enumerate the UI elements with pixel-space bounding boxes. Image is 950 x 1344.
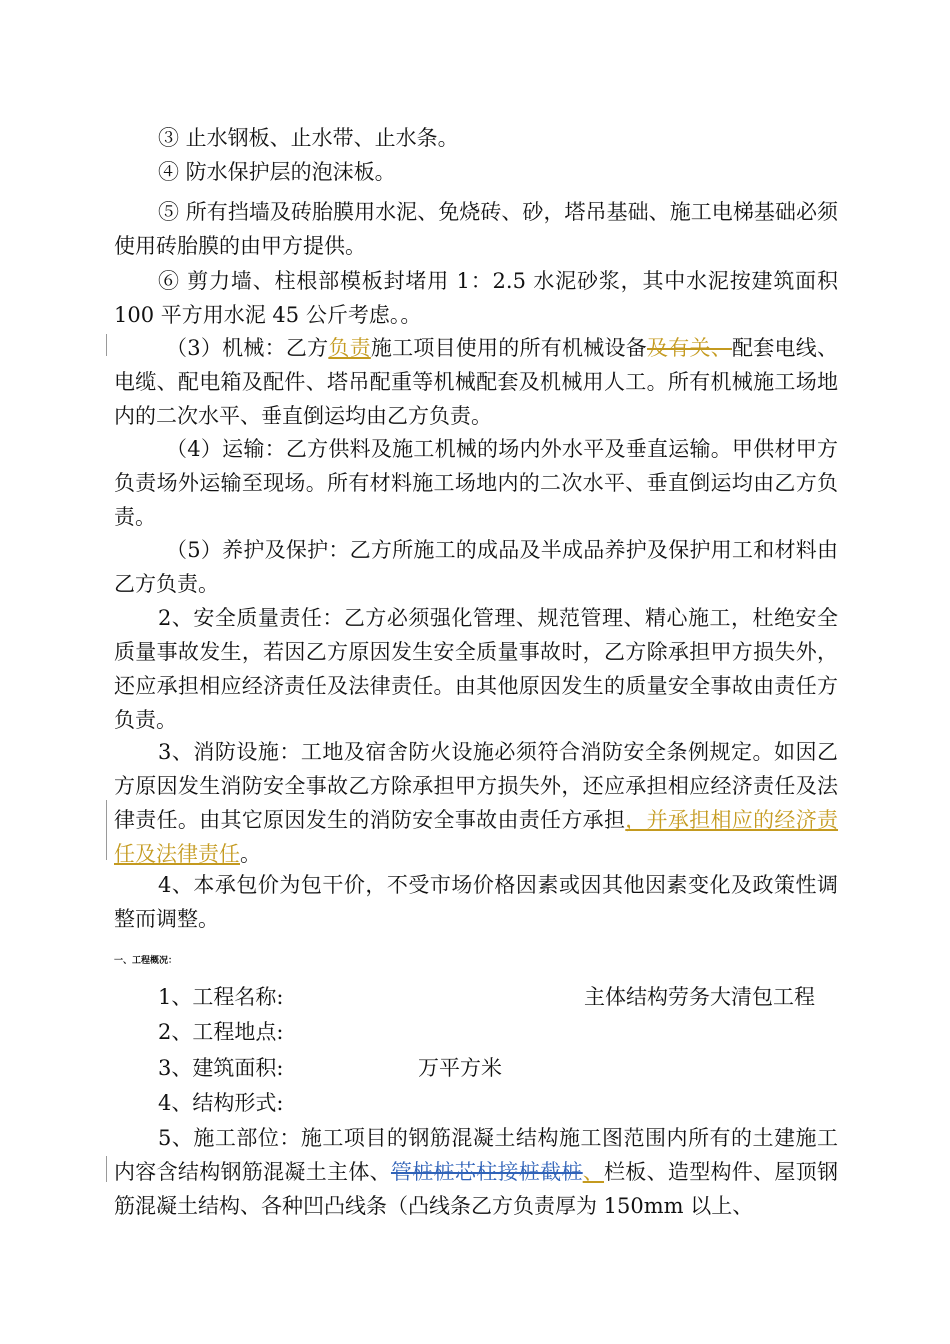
paragraph-text: 2、安全质量责任：乙方必须强化管理、规范管理、精心施工，杜绝安全质量事故发生，若因乙方原因发生安全质量事故时，乙方除承担甲方损失外，还应承担相应经济责任及法律责任。由其他原因发生的质量安全事故由责任方负责。 [114, 606, 838, 732]
paragraph-safety-quality [114, 601, 838, 737]
change-bar [106, 1156, 107, 1182]
paragraph-retaining-wall [114, 195, 838, 263]
paragraph-protection [114, 533, 838, 601]
paragraph-text: 4、本承包价为包干价，不受市场价格因素或因其他因素变化及政策性调整而调整。 [114, 873, 838, 931]
deleted-text[interactable]: 管桩桩芯柱接桩截桩 [390, 1160, 583, 1184]
paragraph-text: ⑥ 剪力墙、柱根部模板封堵用 1：2.5 水泥砂浆，其中水泥按建筑面积 100 平方用水泥 45 公斤考虑。。 [114, 269, 838, 327]
paragraph-text: （5）养护及保护：乙方所施工的成品及半成品养护及保护用工和材料由乙方负责。 [114, 538, 838, 596]
paragraph-foam-board [114, 155, 838, 189]
paragraph-text: 3、消防设施：工地及宿舍防火设施必须符合消防安全条例规定。如因乙方原因发生消防安全事故乙方除承担甲方损失外，还应承担相应经济责任及法律责任。由其它原因发生的消防安全事故由责任方承担 [114, 740, 838, 832]
paragraph-formwork-sealing [114, 264, 838, 332]
change-bar [106, 800, 107, 860]
overview-structure-label: 4、结构形式: [158, 1091, 284, 1115]
overview-name-value: 主体结构劳务大清包工程 [584, 985, 815, 1009]
paragraph-construction-scope [114, 1121, 838, 1223]
paragraph-machinery [114, 331, 838, 433]
paragraph-text: 5、施工部位：施工项目的钢筋混凝土结构施工图范围内所有的土建施工内容含结构钢筋混凝土主体、 [114, 1126, 838, 1184]
paragraph-text: 栏板、造型构件、屋顶钢筋混凝土结构、各种凹凸线条（凸线条乙方负责厚为 150mm 以上、 [114, 1160, 839, 1218]
overview-location-label: 2、工程地点: [158, 1020, 284, 1044]
deleted-text[interactable]: 及有关、 [647, 336, 733, 360]
paragraph-transport [114, 432, 838, 534]
overview-area-value: 万平方米 [418, 1056, 502, 1080]
change-bar [106, 334, 107, 356]
section-heading: 一、工程概况： [114, 956, 178, 966]
paragraph-text: 配套电线、电缆、配电箱及配件、塔吊配重等机械配套及机械用人工。所有机械施工场地内的二次水平、垂直倒运均由乙方负责。 [114, 336, 838, 428]
inserted-text[interactable]: 负责 [328, 336, 371, 360]
paragraph-text: （3）机械：乙方 [166, 336, 329, 360]
paragraph-text: 。 [240, 842, 261, 866]
paragraph-text: ③ 止水钢板、止水带、止水条。 [158, 126, 459, 150]
inserted-text[interactable]: ，并承担相应的经济责任及法律责任 [114, 808, 839, 866]
paragraph-fire-safety [114, 735, 838, 871]
overview-name-label: 1、工程名称: [158, 985, 284, 1009]
paragraph-text: （4）运输：乙方供料及施工机械的场内外水平及垂直运输。甲供材甲方负责场外运输至现场。所有材料施工场地内的二次水平、垂直倒运均由乙方负责。 [114, 437, 838, 529]
paragraph-text: ⑤ 所有挡墙及砖胎膜用水泥、免烧砖、砂，塔吊基础、施工电梯基础必须使用砖胎膜的由甲方提供。 [114, 200, 838, 258]
overview-area-label: 3、建筑面积: [158, 1056, 284, 1080]
paragraph-text: ④ 防水保护层的泡沫板。 [158, 160, 396, 184]
paragraph-lump-sum [114, 868, 838, 936]
paragraph-waterstop [114, 121, 838, 155]
inserted-text[interactable]: 、 [582, 1160, 604, 1184]
paragraph-text: 施工项目使用的所有机械设备 [370, 336, 648, 360]
